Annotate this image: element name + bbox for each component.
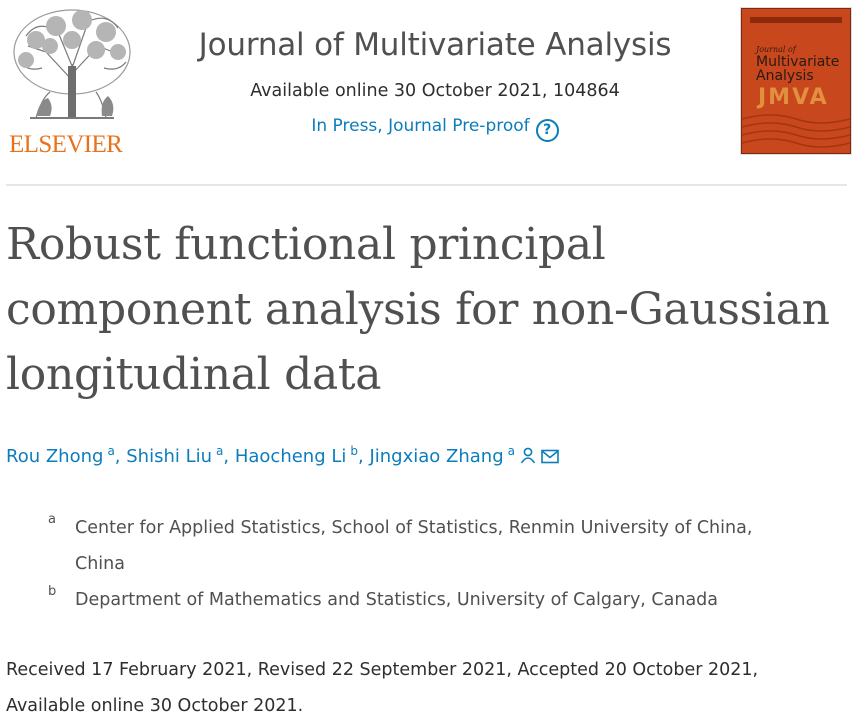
author-link[interactable]: [235, 446, 358, 467]
title-line: component analysis for non-Gaussian: [6, 284, 830, 335]
author-separator: ,: [114, 446, 127, 467]
publisher-name: ELSEVIER: [9, 131, 123, 158]
author-separator: ,: [358, 446, 370, 467]
affiliation-text: China: [75, 554, 125, 574]
cover-title: Multivariate Analysis: [756, 54, 840, 84]
history-line: Available online 30 October 2021.: [6, 696, 304, 716]
journal-info: [150, 22, 720, 142]
journal-cover[interactable]: [741, 8, 851, 154]
author-affiliation-mark[interactable]: a: [216, 444, 224, 458]
title-line: longitudinal data: [6, 349, 382, 400]
person-icon[interactable]: [520, 447, 536, 464]
tree-logo-icon: [6, 6, 138, 124]
press-status-label[interactable]: In Press, Journal Pre-proof: [311, 116, 530, 136]
title-line: Robust functional principal: [6, 219, 606, 270]
history-line: Received 17 February 2021, Revised 22 September 2021, Accepted 20 October 2021,: [6, 660, 759, 680]
affiliation-item: [48, 582, 848, 618]
journal-availability: Available online 30 October 2021, 104864: [250, 81, 620, 101]
journal-title[interactable]: Journal of Multivariate Analysis: [198, 27, 672, 63]
author-name[interactable]: Jingxiao Zhang: [369, 446, 504, 467]
affiliation-label: a: [48, 512, 56, 527]
press-status[interactable]: [150, 114, 720, 142]
author-name[interactable]: Rou Zhong: [6, 446, 104, 467]
publisher-logo[interactable]: [6, 6, 138, 156]
cover-abbr: JMVA: [758, 85, 829, 110]
author-affiliation-mark[interactable]: b: [350, 444, 359, 458]
article-history: [6, 652, 856, 724]
cover-pattern: [742, 113, 850, 153]
mail-icon[interactable]: [541, 449, 559, 464]
cover-small-text: Journal of: [756, 45, 796, 54]
author-link[interactable]: [6, 446, 115, 467]
header-divider: [6, 184, 847, 186]
affiliation-label: b: [48, 584, 57, 599]
author-link[interactable]: [369, 446, 515, 467]
affiliation-item: [48, 510, 848, 582]
author-affiliation-mark[interactable]: a: [107, 444, 115, 458]
author-affiliation-mark[interactable]: a: [507, 444, 515, 458]
cover-band: [750, 17, 842, 23]
author-name[interactable]: Haocheng Li: [234, 446, 347, 467]
affiliation-text: Department of Mathematics and Statistics, University of Calgary, Canada: [75, 590, 719, 610]
article-title: [6, 212, 856, 407]
author-link[interactable]: [126, 446, 223, 467]
author-name[interactable]: Shishi Liu: [126, 446, 213, 467]
journal-header: [0, 0, 868, 186]
affiliation-text: Center for Applied Statistics, School of Statistics, Renmin University of China,: [75, 518, 753, 538]
affiliation-list: [48, 510, 848, 618]
question-circle-icon[interactable]: ?: [536, 119, 559, 142]
author-separator: ,: [223, 446, 235, 467]
author-list: [6, 436, 856, 472]
